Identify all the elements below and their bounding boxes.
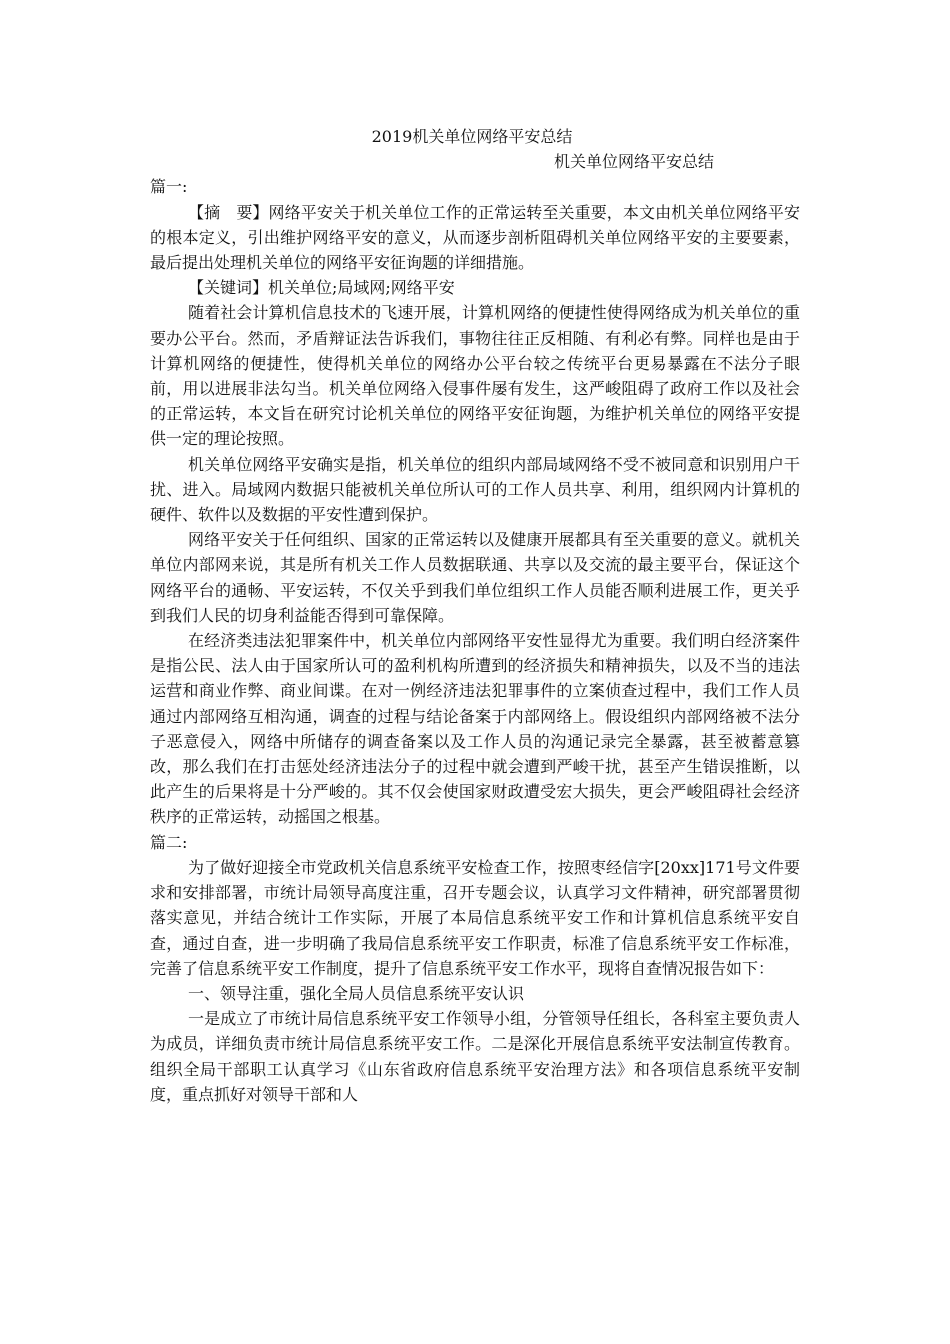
body-paragraph: 随着社会计算机信息技术的飞速开展，计算机网络的便捷性使得网络成为机关单位的重要办公平台。然而，矛盾辩证法告诉我们，事物往往正反相随、有利必有弊。同样也是由于计算机网络的便捷性，使得机关单位的网络办公平台较之传统平台更易暴露在不法分子眼前，用以进展非法勾当。机关单位网络入侵事件屡有发生，这严峻阻碍了政府工作以及社会的正常运转，本文旨在研究讨论机关单位的网络平安征询题，为维护机关单位的网络平安提供一定的理论按照。 xyxy=(150,303,800,449)
section-2-label: 篇二: xyxy=(150,832,188,852)
body-paragraph: 为了做好迎接全市党政机关信息系统平安检查工作，按照枣经信字[20xx]171号文件要求和安排部署，市统计局领导高度注重，召开专题会议，认真学习文件精神，研究部署贯彻落实意见，并结合统计工作实际，开展了本局信息系统平安工作和计算机信息系统平安自查，通过自查，进一步明确了我局信息系统平安工作职责，标准了信息系统平安工作标准，完善了信息系统平安工作制度，提升了信息系统平安工作水平，现将自查情况报告如下： xyxy=(150,857,800,978)
body-paragraph: 一是成立了市统计局信息系统平安工作领导小组，分管领导任组长，各科室主要负责人为成员，详细负责市统计局信息系统平安工作。二是深化开展信息系统平安法制宣传教育。组织全局干部职工认真学习《山东省政府信息系统平安治理方法》和各项信息系统平安制度，重点抓好对领导干部和人 xyxy=(150,1009,800,1104)
section-1-label: 篇一: xyxy=(150,177,188,197)
abstract-paragraph: 【摘 要】网络平安关于机关单位工作的正常运转至关重要，本文由机关单位网络平安的根本定义，引出维护网络平安的意义，从而逐步剖析阻碍机关单位网络平安的主要要素，最后提出处理机关单位的网络平安征询题的详细措施。 xyxy=(150,202,800,273)
document-subtitle: 机关单位网络平安总结 xyxy=(554,152,715,172)
body-paragraph: 机关单位网络平安确实是指，机关单位的组织内部局域网络不受不被同意和识别用户干扰、进入。局域网内数据只能被机关单位所认可的工作人员共享、利用，组织网内计算机的硬件、软件以及数据的平安性遭到保护。 xyxy=(150,454,800,525)
section-heading: 一、领导注重，强化全局人员信息系统平安认识 xyxy=(188,983,525,1003)
document-title: 2019机关单位网络平安总结 xyxy=(371,127,573,146)
body-paragraph: 在经济类违法犯罪案件中，机关单位内部网络平安性显得尤为重要。我们明白经济案件是指公民、法人由于国家所认可的盈利机构所遭到的经济损失和精神损失，以及不当的违法运营和商业作弊、商业间谍。在对一例经济违法犯罪事件的立案侦查过程中，我们工作人员通过内部网络互相沟通，调查的过程与结论备案于内部网络上。假设组织内部网络被不法分子恶意侵入，网络中所储存的调查备案以及工作人员的沟通记录完全暴露，甚至被蓄意篡改，那么我们在打击惩处经济违法分子的过程中就会遭到严峻干扰，甚至产生错误推断，以此产生的后果将是十分严峻的。其不仅会使国家财政遭受宏大损失，更会严峻阻碍社会经济秩序的正常运转，动摇国之根基。 xyxy=(150,631,800,827)
keywords-line: 【关键词】机关单位;局域网;网络平安 xyxy=(188,278,455,298)
body-paragraph: 网络平安关于任何组织、国家的正常运转以及健康开展都具有至关重要的意义。就机关单位内部网来说，其是所有机关工作人员数据联通、共享以及交流的最主要平台，保证这个网络平台的通畅、平安运转，不仅关乎到我们单位组织工作人员能否顺利进展工作，更关乎到我们人民的切身利益能否得到可靠保障。 xyxy=(150,530,800,625)
document-body xyxy=(150,124,800,1107)
